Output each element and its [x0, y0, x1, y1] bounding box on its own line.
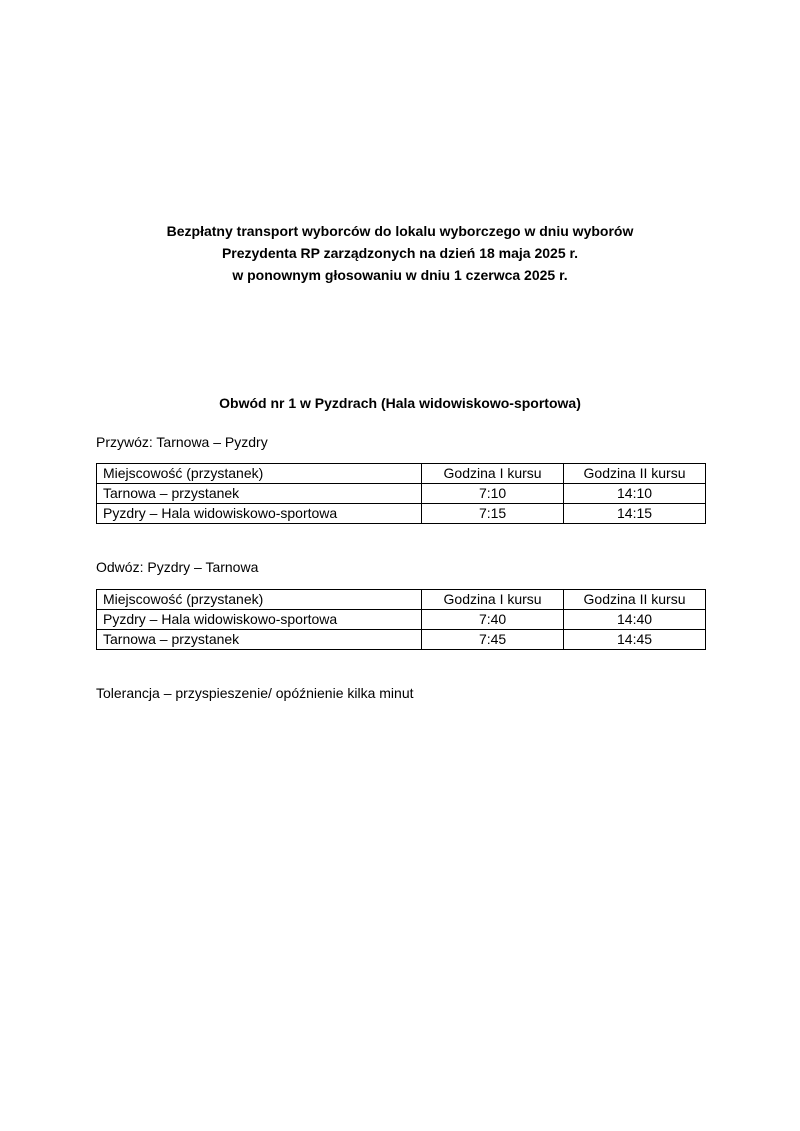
cell-time-2: 14:40: [564, 610, 706, 630]
cell-place: Pyzdry – Hala widowiskowo-sportowa: [97, 610, 422, 630]
title-line-1: Bezpłatny transport wyborców do lokalu wyborczego w dniu wyborów: [166, 223, 634, 239]
table-row: [97, 610, 706, 630]
header-course-2: Godzina II kursu: [564, 590, 706, 610]
table-header-row: [97, 464, 706, 484]
cell-place: Tarnowa – przystanek: [97, 484, 422, 504]
cell-place: Pyzdry – Hala widowiskowo-sportowa: [97, 504, 422, 524]
cell-time-1: 7:10: [422, 484, 564, 504]
header-place: Miejscowość (przystanek): [97, 464, 422, 484]
cell-time-2: 14:15: [564, 504, 706, 524]
title-line-3: w ponownym głosowaniu w dniu 1 czerwca 2025 r.: [232, 267, 568, 283]
cell-place: Tarnowa – przystanek: [97, 630, 422, 650]
cell-time-2: 14:10: [564, 484, 706, 504]
table-row: [97, 504, 706, 524]
header-course-1: Godzina I kursu: [422, 590, 564, 610]
odwoz-table: [96, 589, 706, 650]
cell-time-1: 7:15: [422, 504, 564, 524]
header-course-1: Godzina I kursu: [422, 464, 564, 484]
table-row: [97, 484, 706, 504]
cell-time-2: 14:45: [564, 630, 706, 650]
header-place: Miejscowość (przystanek): [97, 590, 422, 610]
header-course-2: Godzina II kursu: [564, 464, 706, 484]
table-header-row: [97, 590, 706, 610]
przywoz-label: Przywóz: Tarnowa – Pyzdry: [96, 434, 268, 450]
page-title: [0, 220, 800, 286]
district-subtitle: Obwód nr 1 w Pyzdrach (Hala widowiskowo-sportowa): [219, 395, 581, 411]
cell-time-1: 7:45: [422, 630, 564, 650]
tolerance-note: Tolerancja – przyspieszenie/ opóźnienie kilka minut: [96, 685, 414, 701]
cell-time-1: 7:40: [422, 610, 564, 630]
title-line-2: Prezydenta RP zarządzonych na dzień 18 maja 2025 r.: [221, 245, 579, 261]
przywoz-table: [96, 463, 706, 524]
table-row: [97, 630, 706, 650]
odwoz-label: Odwóz: Pyzdry – Tarnowa: [96, 559, 259, 575]
